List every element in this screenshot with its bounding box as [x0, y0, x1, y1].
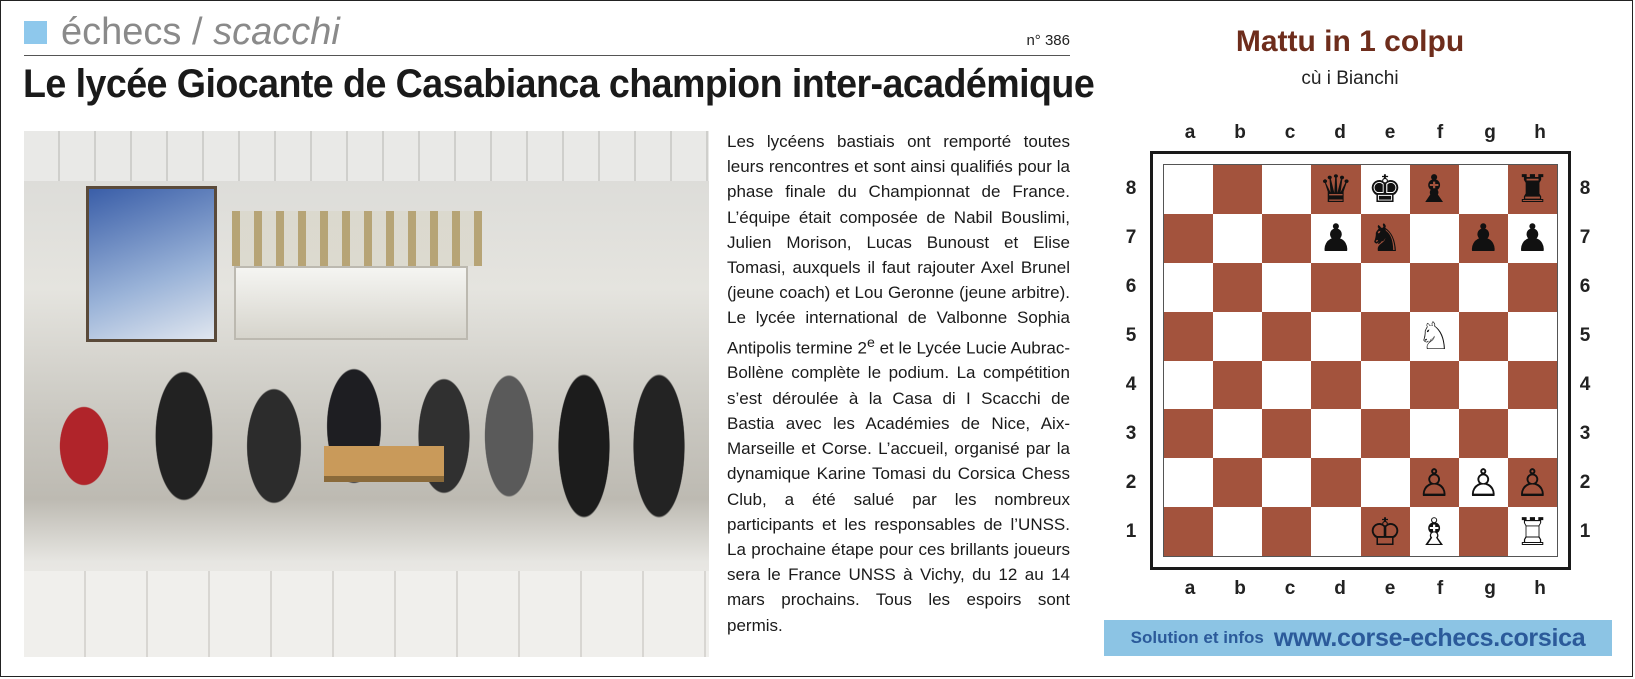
- square-d5[interactable]: [1311, 312, 1360, 361]
- file-label-e: e: [1384, 122, 1396, 143]
- rank-label-7: 7: [1125, 227, 1137, 248]
- square-f8[interactable]: [1410, 165, 1459, 214]
- square-h8[interactable]: [1508, 165, 1557, 214]
- square-h7[interactable]: [1508, 214, 1557, 263]
- white-bishop-icon[interactable]: ♗: [1417, 509, 1452, 554]
- photo-group: [24, 296, 709, 566]
- square-e2[interactable]: [1361, 458, 1410, 507]
- article-headline: Le lycée Giocante de Casabianca champion inter-académique: [23, 62, 1095, 106]
- black-pawn-icon[interactable]: ♟: [1515, 216, 1550, 261]
- square-a7[interactable]: [1164, 214, 1213, 263]
- file-label-e: e: [1384, 578, 1396, 599]
- white-knight-icon[interactable]: ♘: [1417, 314, 1452, 359]
- square-g2[interactable]: [1459, 458, 1508, 507]
- rank-label-1: 1: [1579, 521, 1591, 542]
- square-e8[interactable]: [1361, 165, 1410, 214]
- square-g4[interactable]: [1459, 361, 1508, 410]
- rank-label-2: 2: [1125, 472, 1137, 493]
- square-e5[interactable]: [1361, 312, 1410, 361]
- file-label-h: h: [1534, 122, 1546, 143]
- square-e3[interactable]: [1361, 409, 1410, 458]
- square-h1[interactable]: [1508, 507, 1557, 556]
- photo-chess-table: [324, 446, 444, 482]
- square-f6[interactable]: [1410, 263, 1459, 312]
- square-g6[interactable]: [1459, 263, 1508, 312]
- rubric-square-icon: [24, 21, 47, 44]
- square-h5[interactable]: [1508, 312, 1557, 361]
- article-body-superscript: e: [866, 334, 875, 351]
- file-label-g: g: [1484, 122, 1496, 143]
- square-d3[interactable]: [1311, 409, 1360, 458]
- issue-number: n° 386: [1026, 32, 1070, 49]
- board-ranks-left: [1116, 164, 1146, 556]
- board-ranks-right: [1570, 164, 1600, 556]
- file-label-c: c: [1284, 578, 1296, 599]
- photo-floor: [24, 571, 709, 657]
- black-king-icon[interactable]: ♚: [1368, 167, 1403, 212]
- rank-label-6: 6: [1579, 276, 1591, 297]
- square-b2[interactable]: [1213, 458, 1262, 507]
- square-b7[interactable]: [1213, 214, 1262, 263]
- rank-label-8: 8: [1125, 178, 1137, 199]
- square-g3[interactable]: [1459, 409, 1508, 458]
- white-pawn-icon[interactable]: ♙: [1417, 460, 1452, 505]
- file-label-d: d: [1334, 578, 1346, 599]
- white-king-icon[interactable]: ♔: [1368, 509, 1403, 554]
- square-d6[interactable]: [1311, 263, 1360, 312]
- file-label-b: b: [1234, 122, 1246, 143]
- square-e6[interactable]: [1361, 263, 1410, 312]
- square-a2[interactable]: [1164, 458, 1213, 507]
- square-d2[interactable]: [1311, 458, 1360, 507]
- black-knight-icon[interactable]: ♞: [1368, 216, 1403, 261]
- square-d4[interactable]: [1311, 361, 1360, 410]
- rank-label-5: 5: [1125, 325, 1137, 346]
- square-h2[interactable]: [1508, 458, 1557, 507]
- square-f4[interactable]: [1410, 361, 1459, 410]
- black-pawn-icon[interactable]: ♟: [1318, 216, 1353, 261]
- rubric-text: [61, 10, 340, 54]
- board-files-bottom: [1165, 578, 1565, 600]
- square-a6[interactable]: [1164, 263, 1213, 312]
- square-c5[interactable]: [1262, 312, 1311, 361]
- rank-label-8: 8: [1579, 178, 1591, 199]
- puzzle-title: Mattu in 1 colpu: [1235, 25, 1465, 58]
- article-body: [727, 129, 1070, 638]
- board-files-top: [1165, 122, 1565, 144]
- team-photo: [24, 131, 709, 657]
- square-c7[interactable]: [1262, 214, 1311, 263]
- square-f5[interactable]: [1410, 312, 1459, 361]
- file-label-d: d: [1334, 122, 1346, 143]
- banner-url-link[interactable]: www.corse-echecs.corsica: [1273, 623, 1586, 652]
- file-label-b: b: [1234, 578, 1246, 599]
- black-pawn-icon[interactable]: ♟: [1466, 216, 1501, 261]
- white-pawn-icon[interactable]: ♙: [1515, 460, 1550, 505]
- square-h4[interactable]: [1508, 361, 1557, 410]
- rank-label-4: 4: [1579, 374, 1591, 395]
- square-b8[interactable]: [1213, 165, 1262, 214]
- square-h3[interactable]: [1508, 409, 1557, 458]
- white-rook-icon[interactable]: ♖: [1515, 509, 1550, 554]
- file-label-f: f: [1436, 578, 1444, 599]
- solution-banner: [1104, 620, 1612, 656]
- rank-label-3: 3: [1125, 423, 1137, 444]
- square-c6[interactable]: [1262, 263, 1311, 312]
- rubric-separator: /: [181, 11, 214, 53]
- square-f3[interactable]: [1410, 409, 1459, 458]
- black-rook-icon[interactable]: ♜: [1515, 167, 1550, 212]
- square-b5[interactable]: [1213, 312, 1262, 361]
- file-label-h: h: [1534, 578, 1546, 599]
- square-e1[interactable]: [1361, 507, 1410, 556]
- square-e7[interactable]: [1361, 214, 1410, 263]
- puzzle-subtitle: cù i Bianchi: [1301, 68, 1399, 89]
- photo-ceiling: [24, 131, 709, 181]
- square-c4[interactable]: [1262, 361, 1311, 410]
- rank-label-7: 7: [1579, 227, 1591, 248]
- square-a4[interactable]: [1164, 361, 1213, 410]
- rank-label-5: 5: [1579, 325, 1591, 346]
- square-c2[interactable]: [1262, 458, 1311, 507]
- file-label-a: a: [1184, 578, 1196, 599]
- square-g7[interactable]: [1459, 214, 1508, 263]
- square-b3[interactable]: [1213, 409, 1262, 458]
- square-b1[interactable]: [1213, 507, 1262, 556]
- black-bishop-icon[interactable]: ♝: [1417, 167, 1452, 212]
- square-f7[interactable]: [1410, 214, 1459, 263]
- square-d8[interactable]: [1311, 165, 1360, 214]
- chess-board: [1163, 164, 1558, 557]
- square-a5[interactable]: [1164, 312, 1213, 361]
- square-d7[interactable]: [1311, 214, 1360, 263]
- file-label-a: a: [1184, 122, 1196, 143]
- file-label-c: c: [1284, 122, 1296, 143]
- square-c3[interactable]: [1262, 409, 1311, 458]
- square-f2[interactable]: [1410, 458, 1459, 507]
- rank-label-6: 6: [1125, 276, 1137, 297]
- file-label-g: g: [1484, 578, 1496, 599]
- square-a3[interactable]: [1164, 409, 1213, 458]
- square-e4[interactable]: [1361, 361, 1410, 410]
- photo-trophies: [232, 211, 482, 266]
- square-a8[interactable]: [1164, 165, 1213, 214]
- square-b4[interactable]: [1213, 361, 1262, 410]
- square-d1[interactable]: [1311, 507, 1360, 556]
- rubric-french: échecs: [61, 11, 182, 53]
- section-rubric: [24, 10, 340, 54]
- square-b6[interactable]: [1213, 263, 1262, 312]
- rubric-corsican: scacchi: [213, 11, 340, 53]
- square-a1[interactable]: [1164, 507, 1213, 556]
- square-c1[interactable]: [1262, 507, 1311, 556]
- black-queen-icon[interactable]: ♛: [1318, 167, 1353, 212]
- rank-label-4: 4: [1125, 374, 1137, 395]
- square-f1[interactable]: [1410, 507, 1459, 556]
- white-pawn-icon[interactable]: ♙: [1466, 460, 1501, 505]
- file-label-f: f: [1436, 122, 1444, 143]
- header-divider: [24, 55, 1070, 56]
- square-c8[interactable]: [1262, 165, 1311, 214]
- square-h6[interactable]: [1508, 263, 1557, 312]
- rank-label-1: 1: [1125, 521, 1137, 542]
- banner-label: Solution et infos: [1130, 628, 1264, 647]
- article-body-part1: Les lycéens bastiais ont remporté toutes leurs rencontres et sont ainsi qualifiés pour la phase finale du Championnat de France. L’équipe était composée de Nabil Bouslimi, Julien Morison, Lucas Bunoust et Elise Tomasi, auxquels il faut rajouter Axel Brunel (jeune coach) et Lou Geronne (jeune arbitre). Le lycée international de Valbonne Sophia Antipolis termine 2: [727, 132, 1070, 358]
- rank-label-3: 3: [1579, 423, 1591, 444]
- article-body-part2: et le Lycée Lucie Aubrac-Bollène complète le podium. La compétition s’est déroulée à la Casa di I Scacchi de Bastia avec les Académies de Nice, Aix-Marseille et Corse. L’accueil, organisé par la dynamique Karine Tomasi du Corsica Chess Club, a été salué par les nombreux participants et les responsables de l’UNSS. La prochaine étape pour ces brillants joueurs sera le France UNSS à Vichy, du 12 au 14 mars prochains. Tous les espoirs sont permis.: [727, 338, 1070, 635]
- square-g8[interactable]: [1459, 165, 1508, 214]
- rank-label-2: 2: [1579, 472, 1591, 493]
- square-g1[interactable]: [1459, 507, 1508, 556]
- square-g5[interactable]: [1459, 312, 1508, 361]
